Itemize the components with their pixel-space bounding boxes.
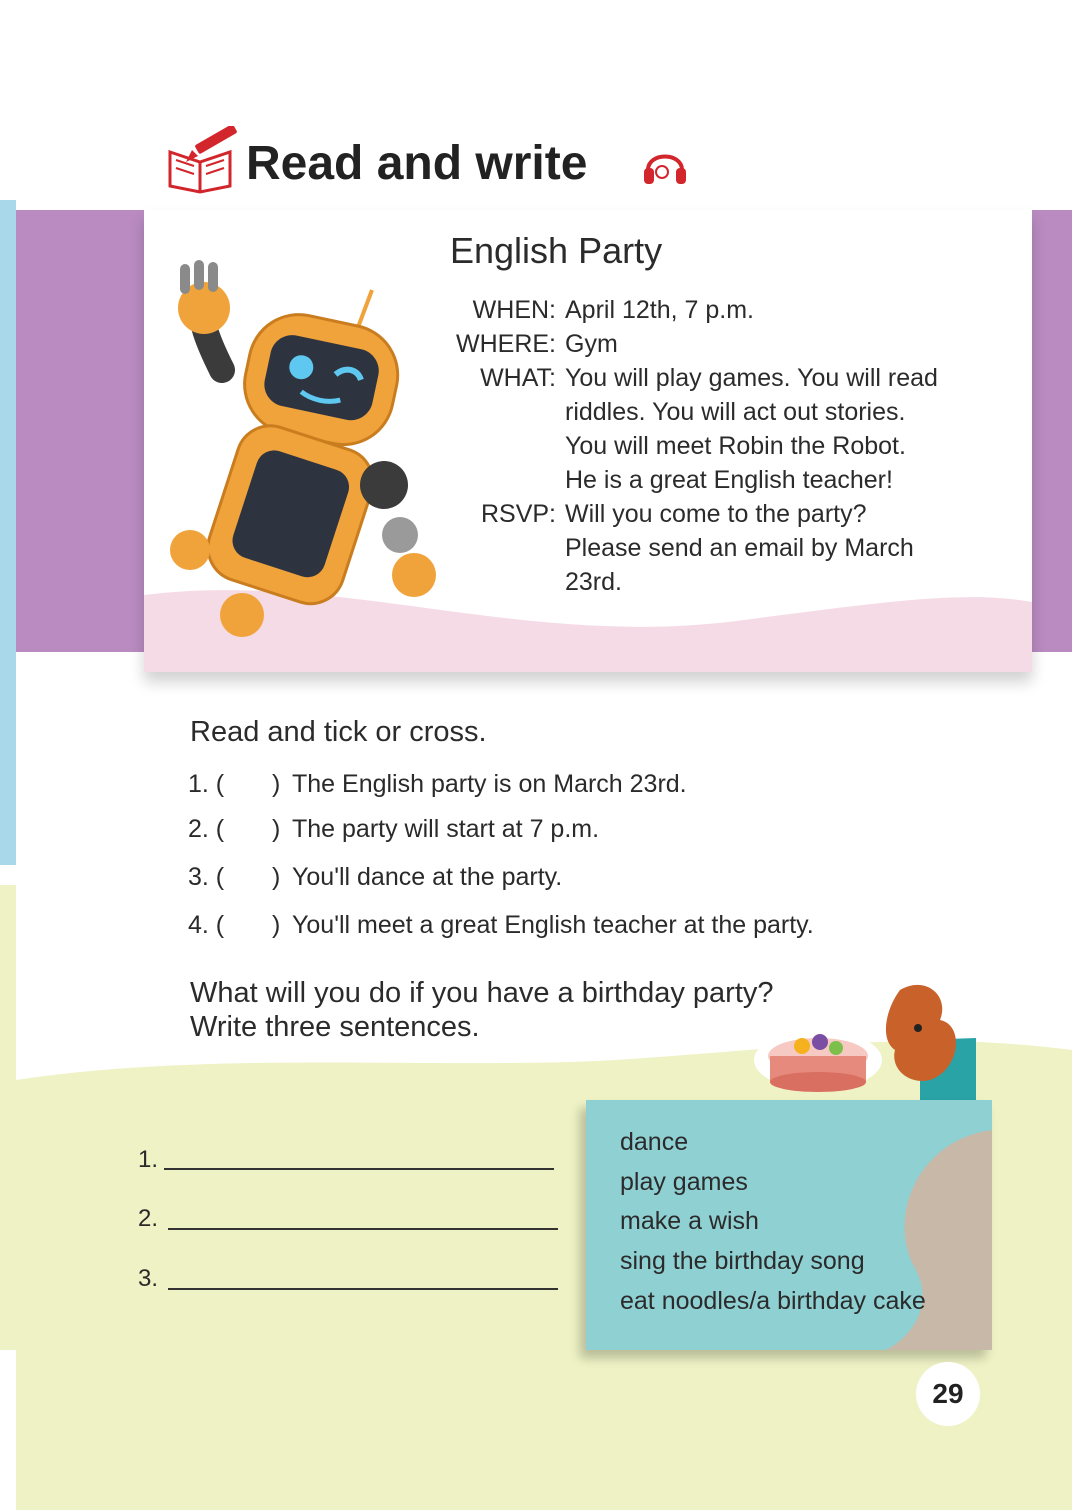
left-edge-strip (0, 200, 16, 865)
item-2-bracket: ) (272, 815, 281, 843)
purple-band-left (16, 210, 144, 652)
item-4-number: 4. ( (188, 911, 225, 939)
exercise-2-line-2: Write three sentences. (190, 1011, 480, 1043)
word-bank-item: dance (620, 1128, 689, 1156)
item-1-statement: The English party is on March 23rd. (292, 770, 687, 798)
exercise-1-instruction: Read and tick or cross. (190, 716, 487, 748)
exercise-2-line-1: What will you do if you have a birthday party? (190, 977, 774, 1009)
what-line-4: He is a great English teacher! (565, 466, 893, 494)
answer-2-line[interactable] (168, 1228, 558, 1230)
page-number: 29 (916, 1362, 980, 1426)
when-label: WHEN: (472, 296, 556, 324)
when-value: April 12th, 7 p.m. (565, 296, 754, 324)
purple-band-right (1032, 210, 1072, 652)
item-4-statement: You'll meet a great English teacher at the party. (292, 911, 814, 939)
item-1-number: 1. ( (188, 770, 225, 798)
item-2-number: 2. ( (188, 815, 225, 843)
word-bank-item: eat noodles/a birthday cake (620, 1287, 926, 1315)
what-label: WHAT: (480, 364, 556, 392)
what-line-1: You will play games. You will read (565, 364, 938, 392)
answer-1-line[interactable] (164, 1168, 554, 1170)
rsvp-line-1: Will you come to the party? (565, 500, 867, 528)
rsvp-line-2: Please send an email by March (565, 534, 914, 562)
where-label: WHERE: (456, 330, 556, 358)
what-line-2: riddles. You will act out stories. (565, 398, 906, 426)
rsvp-label: RSVP: (480, 500, 556, 528)
item-4-bracket: ) (272, 911, 281, 939)
where-value: Gym (565, 330, 618, 358)
word-bank-item: make a wish (620, 1207, 759, 1235)
answer-1-number: 1. (138, 1146, 159, 1173)
word-bank-item: sing the birthday song (620, 1247, 865, 1275)
item-1-bracket: ) (272, 770, 281, 798)
invitation-card (144, 210, 1032, 672)
cake-squirrel-illustration (750, 980, 980, 1110)
what-line-3: You will meet Robin the Robot. (565, 432, 906, 460)
rsvp-line-3: 23rd. (565, 568, 622, 596)
item-3-number: 3. ( (188, 863, 225, 891)
exercise-2-instruction (190, 976, 774, 1044)
answer-3-number: 3. (138, 1265, 159, 1292)
invitation-title: English Party (450, 230, 663, 271)
item-2-statement: The party will start at 7 p.m. (292, 815, 600, 843)
answer-3-line[interactable] (168, 1288, 558, 1290)
left-edge-strip-lower (0, 885, 16, 1350)
answer-2-number: 2. (138, 1205, 159, 1232)
section-title: Read and write (246, 137, 588, 190)
item-3-statement: You'll dance at the party. (292, 863, 563, 891)
robot-illustration (152, 260, 452, 640)
headphones-icon (640, 140, 690, 190)
book-pencil-icon (164, 126, 240, 194)
word-bank-box (586, 1100, 992, 1350)
item-3-bracket: ) (272, 863, 281, 891)
word-bank-item: play games (620, 1168, 748, 1196)
